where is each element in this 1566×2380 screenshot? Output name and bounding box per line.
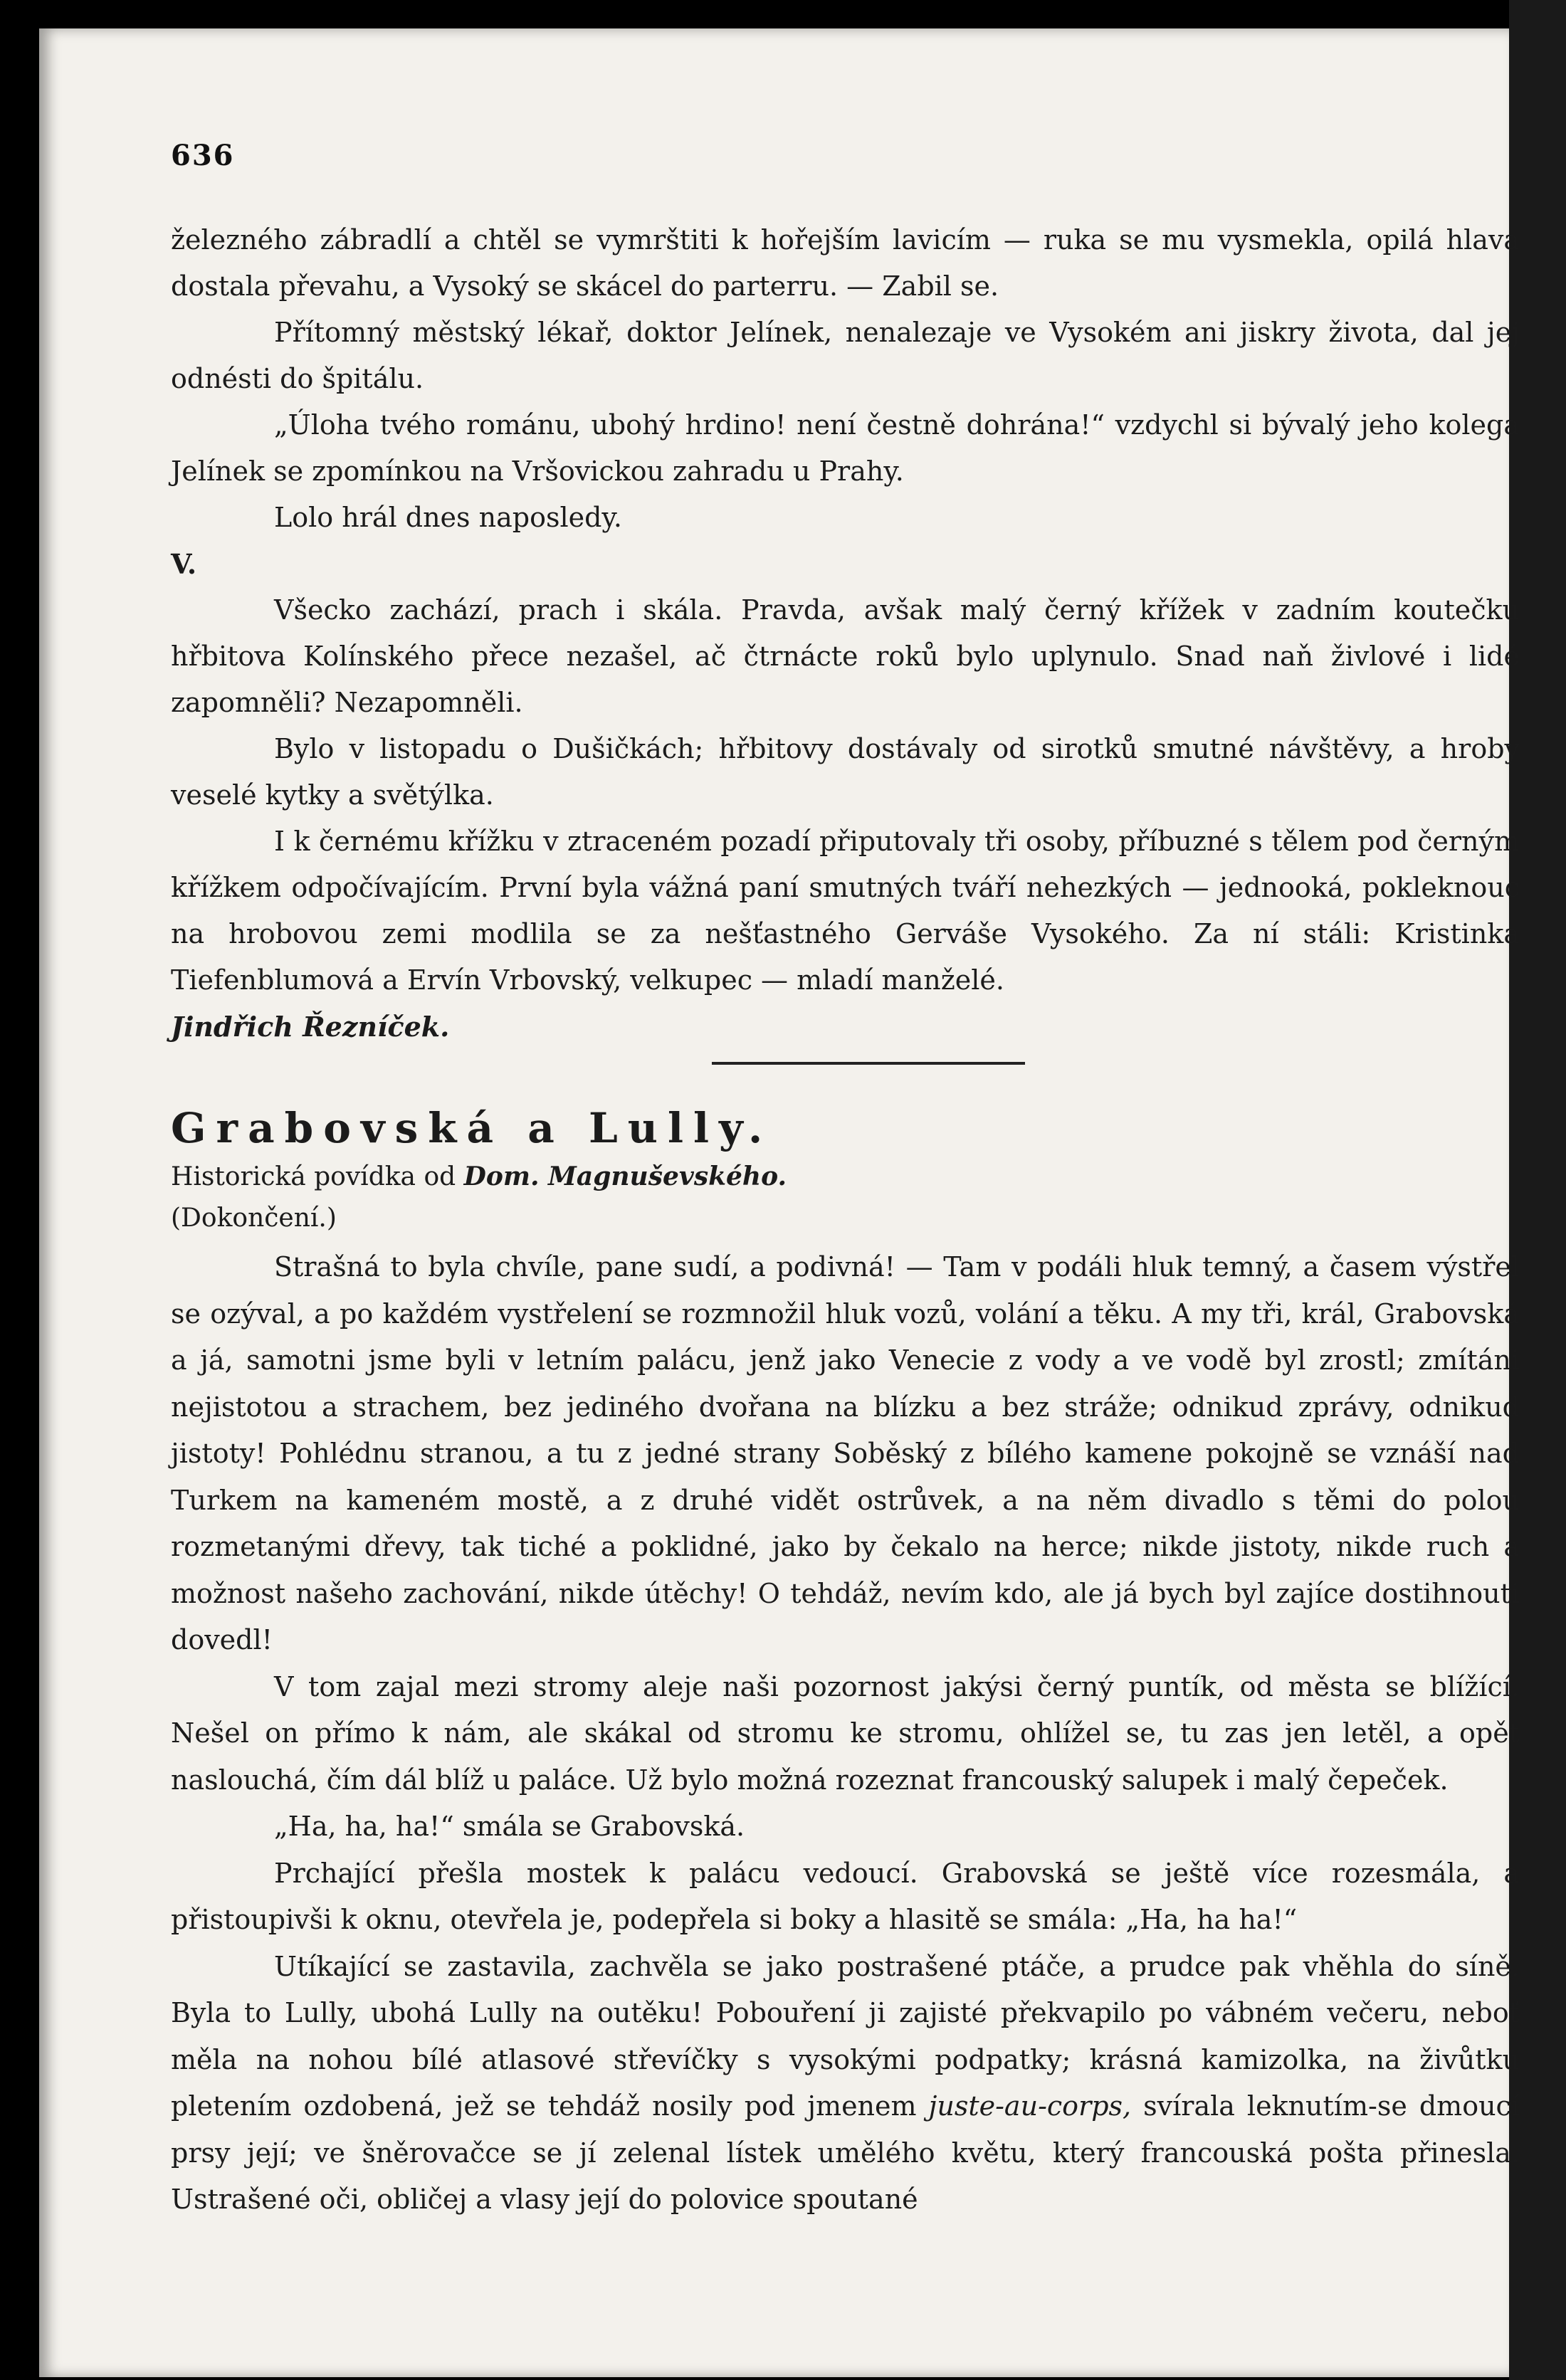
paragraph: „Ha, ha, ha!“ smála se Grabovská. [274,1811,745,1842]
book-page [39,28,1520,2377]
author-signature: Jindřich Řezníček. [171,1011,450,1043]
article-subtitle [171,1157,1520,1197]
paragraph: Všecko zachází, prach i skála. Pravda, avšak malý černý křížek v zadním koutečku hřbitova Kolínského přece nezašel, ač čtrnácte roků bylo uplynulo. Snad naň živlové i lidé zapomněli? Nezapomněli. [171,594,1520,718]
continuation-note: (Dokončení.) [171,1204,337,1233]
paragraph: železného zábradlí a chtěl se vymrštiti k hořejším lavicím — ruka se mu vysmekla, opilá hlava dostala převahu, a Vysoký se skácel do parterru. — Zabil se. [171,224,1520,302]
italic-term: juste-au-corps, [928,2090,1132,2122]
section-divider [712,1062,1025,1065]
subtitle-prefix: Historická povídka od [171,1162,456,1191]
paragraph: Bylo v listopadu o Dušičkách; hřbitovy dostávaly od sirotků smutné návštěvy, a hroby veselé kytky a světýlka. [171,733,1520,811]
paragraph: V tom zajal mezi stromy aleje naši pozornost jakýsi černý puntík, od města se blížící. Nešel on přímo k nám, ale skákal od stromu ke stromu, ohlížel se, tu zas jen letěl, a opět naslouchá, čím dál blíž u paláce. Už bylo možná rozeznat francouský salupek i malý čepeček. [171,1670,1520,1796]
paragraph [171,1944,1520,2223]
paragraph: I k černému křížku v ztraceném pozadí připutovaly tři osoby, příbuzné s tělem pod černým křížkem odpočívajícím. První byla vážná paní smutných tváří nehezkých — jednooká, pokleknouc na hrobovou zemi modlila se za nešťastného Gerváše Vysokého. Za ní stáli: Kristinka Tiefenblumová a Ervín Vrbovský, velkupec — mladí manželé. [171,826,1520,996]
article-2 [171,1100,1520,2223]
article-2-body [171,1244,1520,2223]
article-1-ending [171,217,1520,1050]
paragraph-text: Utíkající se zastavila, zachvěla se jako postrašené ptáče, a prudce pak vhěhla do síně. Byla to Lully, ubohá Lully na outěku! Pobouření ji zajisté překvapilo po vábném večeru, neboť měla na nohou bílé atlasové střevíčky s vysokými podpatky; krásná kamizolka, na živůtku pletením ozdobená, jež se tehdáž nosily pod jmenem [171,1950,1520,2122]
article-title: Grabovská a Lully. [171,1104,773,1152]
subtitle-author: Dom. Magnuševského. [463,1162,787,1191]
paragraph: Lolo hrál dnes naposledy. [274,502,622,533]
page-number: 636 [171,139,235,172]
paragraph: Prchající přešla mostek k palácu vedoucí. Grabovská se ještě více rozesmála, a přistoupivši k oknu, otevřela je, podepřela si boky a hlasitě se smála: „Ha, ha ha!“ [171,1857,1520,1935]
paragraph: „Úloha tvého románu, ubohý hrdino! není čestně dohrána!“ vzdychl si bývalý jeho kolega Jelínek se zpomínkou na Vršovickou zahradu u Prahy. [171,409,1520,487]
paragraph: Přítomný městský lékař, doktor Jelínek, nenalezaje ve Vysokém ani jiskry života, dal jej odnésti do špitálu. [171,317,1520,394]
paragraph: Strašná to byla chvíle, pane sudí, a podivná! — Tam v podáli hluk temný, a časem výstřel se ozýval, a po každém vystřelení se rozmnožil hluk vozů, volání a těku. A my tři, král, Grabovská a já, samotni jsme byli v letním palácu, jenž jako Venecie z vody a ve vodě byl zrostl; zmítáni nejistotou a strachem, bez jediného dvořana na blízku a bez stráže; odnikud zprávy, odnikud jistoty! Pohlédnu stranou, a tu z jedné strany Soběský z bílého kamene pokojně se vznáší nad Turkem na kameném mostě, a z druhé vidět ostrůvek, a na něm divadlo s těmi do polou rozmetanými dřevy, tak tiché a poklidné, jako by čekalo na herce; nikde jistoty, nikde ruch a možnost našeho zachování, nikde útěchy! O tehdáž, nevím kdo, ale já bych byl zajíce dostihnouti dovedl! [171,1251,1520,1655]
chapter-heading: V. [171,548,197,580]
paragraph-text: svírala leknutím-se dmoucí prsy její; ve šněrovačce se jí zelenal lístek umělého květu, který francouská pošta přinesla. Ustrašené oči, obličej a vlasy její do polovice spoutané [171,2090,1520,2215]
